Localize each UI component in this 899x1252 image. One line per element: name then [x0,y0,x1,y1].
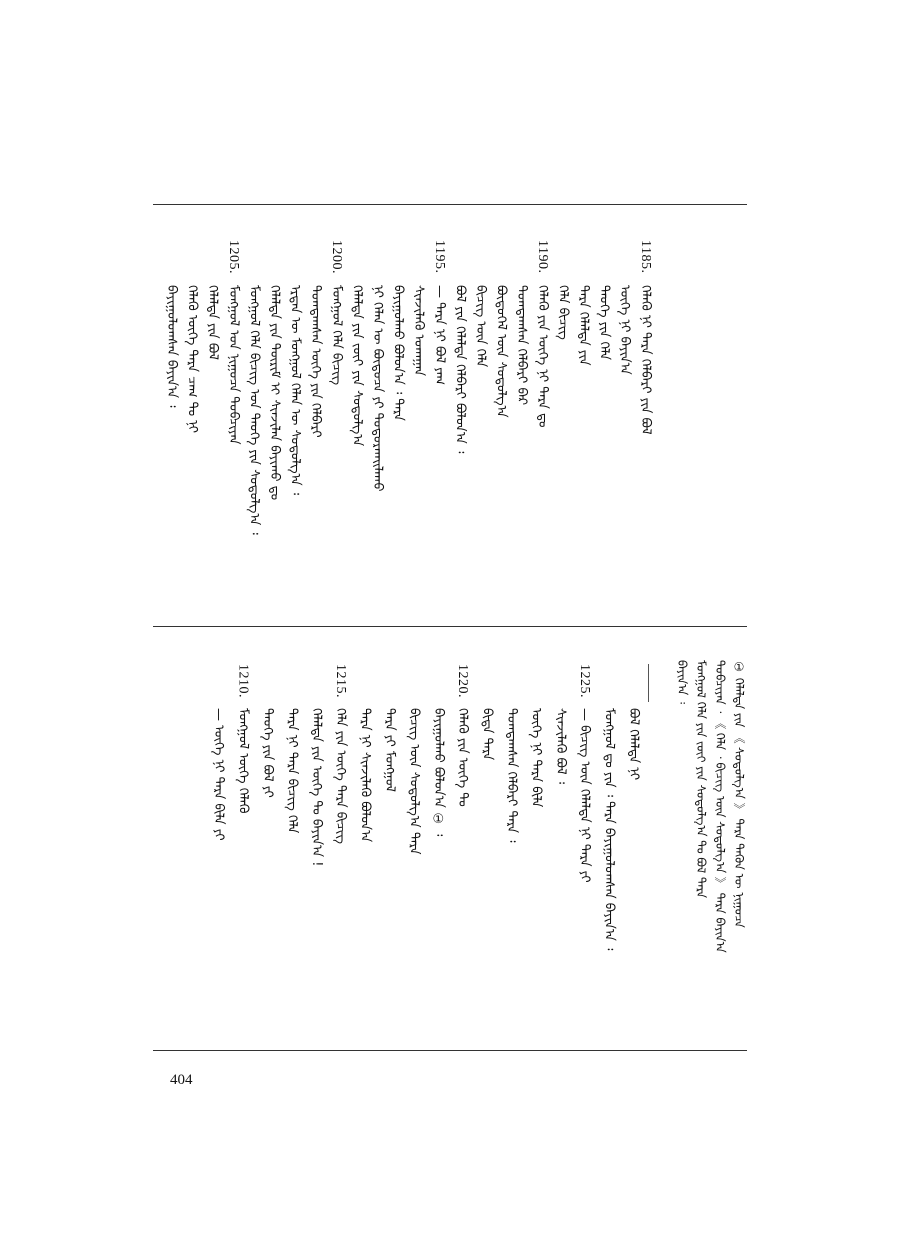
bottom-rule [153,1050,747,1051]
verse-line: ᠬᠡᠯᠡ ᠪᠢᠴᠢᠭ [555,285,571,340]
verse-line: ᠪᠣᠯ ᠶᠢᠨ ᠬᠡᠯᠡᠯᠲᠡ ᠬᠡᠯᠪᠡᠷᠢ ᠪᠣᠯᠤᠨ᠎ᠠ ᠄ [452,285,468,454]
verse-line: ᠦᠭᠡ ᠨᠢ ᠲᠡᠷᠡ ᠪᠢᠯᠡ [528,708,544,808]
page-number: 404 [170,1072,193,1088]
footnote-line: ᠮᠣᠩᠭᠣᠯ ᠬᠡᠯᠡ ᠶᠢᠨ ᠵᠦᠢ ᠶᠢᠨ ᠰᠤᠳᠤᠯᠭ᠎ᠠ ᠲᠣ ᠪᠣᠯ ᠲᠡᠷᠡ [694,660,708,898]
verse-line: ᠲᠣᠭᠲᠠᠭᠰᠠᠨ ᠬᠡᠯᠪᠡᠷᠢ ᠲᠡᠷᠡ ᠄ [504,708,519,843]
verse-line: ᠪᠠᠶᠢᠭᠤᠯᠤᠭᠰᠠᠨ ᠪᠠᠶᠢᠨ᠎ᠠ ᠄ [164,285,179,408]
footnote-line: ᠪᠠᠶᠢᠨ᠎ᠠ ᠄ [675,660,689,704]
verse-line: ᠲᠣᠭᠲᠠᠭᠰᠠᠨ ᠬᠡᠯᠪᠡᠷᠢ ᠪᠡᠷ [514,285,530,406]
verse-line: ᠬᠡᠯᠡᠯᠲᠡ ᠶᠢᠨ ᠵᠦᠢ ᠶᠢᠨ ᠰᠤᠳᠤᠯᠭ᠎ᠠ [349,285,365,447]
verse-line: ᠬᠡᠯᠡᠯᠲᠡ ᠶᠢᠨ ᠳᠦᠷᠢᠮ ᠢ ᠰᠢᠨᠵᠢᠯᠡᠨ ᠪᠠᠶᠢᠬᠤ ᠳᠤ [267,285,282,501]
verse-line: ᠰᠢᠨᠵᠢᠯᠡᠬᠦ ᠪᠣᠯ ᠄ [552,708,568,784]
verse-line: ᠲᠡᠷᠡ ᠶᠢ ᠮᠣᠩᠭᠣᠯ [382,708,397,793]
line-number: 1205. [225,240,241,274]
verse-line: ᠮᠣᠩᠭᠣᠯ ᠦᠭᠡ ᠬᠡᠯᠡᠬᠦ [235,708,251,814]
verse-line: ᠪᠢᠳᠡ ᠲᠡᠷᠡ [479,708,495,761]
verse-line: ᠡᠷᠲᠡᠨ ᠦ ᠮᠣᠩᠭᠣᠯ ᠬᠡᠯᠡᠨ ᠦ ᠰᠤᠳᠤᠯᠭ᠎ᠠ ᠄ [287,285,303,495]
verse-line: ᠪᠢᠴᠢᠭ ᠦᠨ ᠰᠤᠳᠤᠯᠭ᠎ᠠ ᠲᠡᠷᠡ [406,708,422,855]
verse-line: — ᠦᠭᠡ ᠨᠢ ᠲᠡᠷᠡ ᠪᠢᠯᠡ ᠶᠢ [211,708,227,841]
verse-line: ᠮᠣᠩᠭᠣᠯ ᠬᠡᠯᠡ ᠪᠢᠴᠢᠭ ᠤᠨ ᠲᠡᠦᠬᠡ ᠶᠢᠨ ᠰᠤᠳᠤᠯᠭ᠎ᠠ ᠄ [246,285,262,535]
verse-line: ᠲᠡᠦᠬᠡ ᠶᠢᠨ ᠬᠡᠯᠡ [596,285,612,361]
line-number: 1225. [577,664,593,698]
line-number: 1210. [235,664,251,698]
footnote-line: ① ᠬᠡᠯᠡᠯᠲᠡ ᠶᠢᠨ 《 ᠰᠤᠳᠤᠯᠭ᠎ᠠ 》 ᠲᠡᠷᠡ ᠲᠡᠭᠦᠨ ᠦ ᠨᠢᠭᠤᠴᠠ [732,660,746,928]
verse-line: ᠪᠢᠴᠢᠭ ᠦᠨ ᠬᠡᠯᠡ [473,285,488,368]
verse-line: ᠬᠡᠯᠡᠬᠦ ᠶᠢᠨ ᠦᠭᠡ ᠲᠤ [455,708,471,807]
verse-line: ᠲᠡᠷᠡ ᠬᠡᠯᠡᠯᠲᠡ ᠶᠢᠨ [576,285,591,366]
top-rule [153,204,747,205]
verse-line: ᠲᠡᠦᠬᠡ ᠶᠢᠨ ᠪᠣᠯ ᠶᠢ [260,708,275,798]
line-number: 1220. [455,664,471,698]
footnote-separator [648,664,649,702]
line-number: 1195. [431,240,447,274]
verse-line: ᠬᠡᠯᠡᠬᠦ ᠦᠭᠡ ᠲᠡᠷᠡ ᠴᠠᠭ ᠲᠤ ᠨᠢ [184,285,200,434]
line-number: 1185. [637,240,653,274]
verse-line: ᠨᠢ ᠬᠡᠯᠡᠨ ᠦ ᠪᠦᠲᠦᠴᠡ ᠶᠢ ᠲᠣᠳᠣᠷᠬᠠᠢᠯᠠᠬᠤ [370,285,385,492]
line-number: 1215. [333,664,349,698]
verse-line: ᠬᠡᠯᠡ ᠶᠢᠨ ᠦᠭᠡ ᠲᠡᠷᠡ ᠪᠢᠴᠢᠭ [333,708,349,844]
footnote-line: ᠲᠣᠪᠴᠢᠶᠠᠨ ᠂ 《 ᠬᠡᠯᠡ ᠂ ᠪᠢᠴᠢᠭ ᠦᠨ ᠰᠤᠳᠤᠯᠭ᠎ᠠ 》 ᠲᠡᠷᠡ ᠪᠠᠶᠢᠨ᠎ᠠ [713,660,727,953]
verse-line: ᠬᠡᠯᠡᠬᠦ ᠶᠢᠨ ᠦᠭᠡ ᠨᠢ ᠲᠡᠷᠡ ᠳᠤ [534,285,550,428]
verse-line: ᠬᠡᠯᠡᠯᠲᠡ ᠶᠢᠨ ᠦᠭᠡ ᠲᠤ ᠪᠠᠶᠢᠨ᠎ᠠ ! [308,708,324,867]
verse-line: ᠦᠭᠡ ᠨᠢ ᠪᠠᠶᠢᠨ᠎ᠠ [617,285,633,375]
verse-line: ᠮᠣᠩᠭᠣᠯ ᠳᠤ ᠶᠢᠨ ᠄ ᠲᠡᠷᠡ ᠪᠠᠶᠢᠭᠤᠯᠤᠭᠰᠠᠨ ᠪᠠᠶᠢᠨ᠎ᠠ ᠄ [601,708,617,951]
verse-line: ᠰᠢᠨᠵᠢᠯᠡᠬᠦ ᠤᠬᠠᠭᠠᠨ [411,285,427,377]
verse-line: ᠬᠡᠯᠡᠯᠲᠡ ᠶᠢᠨ ᠪᠣᠯ [205,285,221,360]
verse-line: ᠲᠡᠷᠡ ᠨᠢ ᠰᠢᠨᠵᠢᠯᠡᠬᠦ ᠪᠣᠯᠤᠨ᠎ᠠ [357,708,373,843]
verse-line: ᠮᠣᠩᠭᠣᠯ ᠤᠨ ᠨᠢᠭᠤᠴᠠ ᠲᠣᠪᠴᠢᠶᠠᠨ [225,285,241,445]
verse-line: ᠬᠡᠯᠡᠬᠦ ᠨᠢ ᠲᠡᠷᠡ ᠬᠡᠯᠪᠡᠷᠢ ᠶᠢᠨ ᠪᠣᠯ [637,285,653,435]
verse-line: — ᠲᠡᠷᠡ ᠨᠢ ᠪᠣᠯ ᠶᠠᠭ [431,285,447,385]
line-number: 1190. [534,240,550,274]
verse-line: ᠲᠣᠭᠲᠠᠭᠰᠠᠨ ᠦᠭᠡ ᠶᠢᠨ ᠬᠡᠯᠪᠡᠷᠢ [308,285,324,438]
verse-line: ᠮᠣᠩᠭᠣᠯ ᠬᠡᠯᠡ ᠪᠢᠴᠢᠭ [328,285,344,386]
line-number: 1200. [328,240,344,274]
verse-line: — ᠪᠢᠴᠢᠭ ᠦᠨ ᠬᠡᠯᠡᠯᠲᠡ ᠨᠢ ᠲᠡᠷᠡ ᠶᠢ [577,708,593,883]
verse-line: ᠪᠣᠯ ᠬᠡᠯᠡᠯᠲᠡ ᠨᠢ [626,708,641,781]
verse-line: ᠲᠡᠷᠡ ᠨᠢ ᠲᠡᠷᠡ ᠪᠢᠴᠢᠭ ᠬᠡᠯᠡ [284,708,300,834]
verse-line: ᠪᠠᠶᠢᠭᠤᠯᠬᠤ ᠪᠣᠯᠤᠨ᠎ᠠ ① ᠄ [430,708,446,837]
middle-rule [153,626,747,627]
verse-line: ᠪᠦᠲᠦᠭᠡᠯ ᠦᠨ ᠰᠤᠳᠤᠯᠭ᠎ᠠ [493,285,509,418]
verse-line: ᠪᠠᠶᠢᠭᠤᠯᠬᠤ ᠪᠣᠯᠤᠨ᠎ᠠ ᠄ ᠲᠡᠷᠡ [390,285,406,421]
